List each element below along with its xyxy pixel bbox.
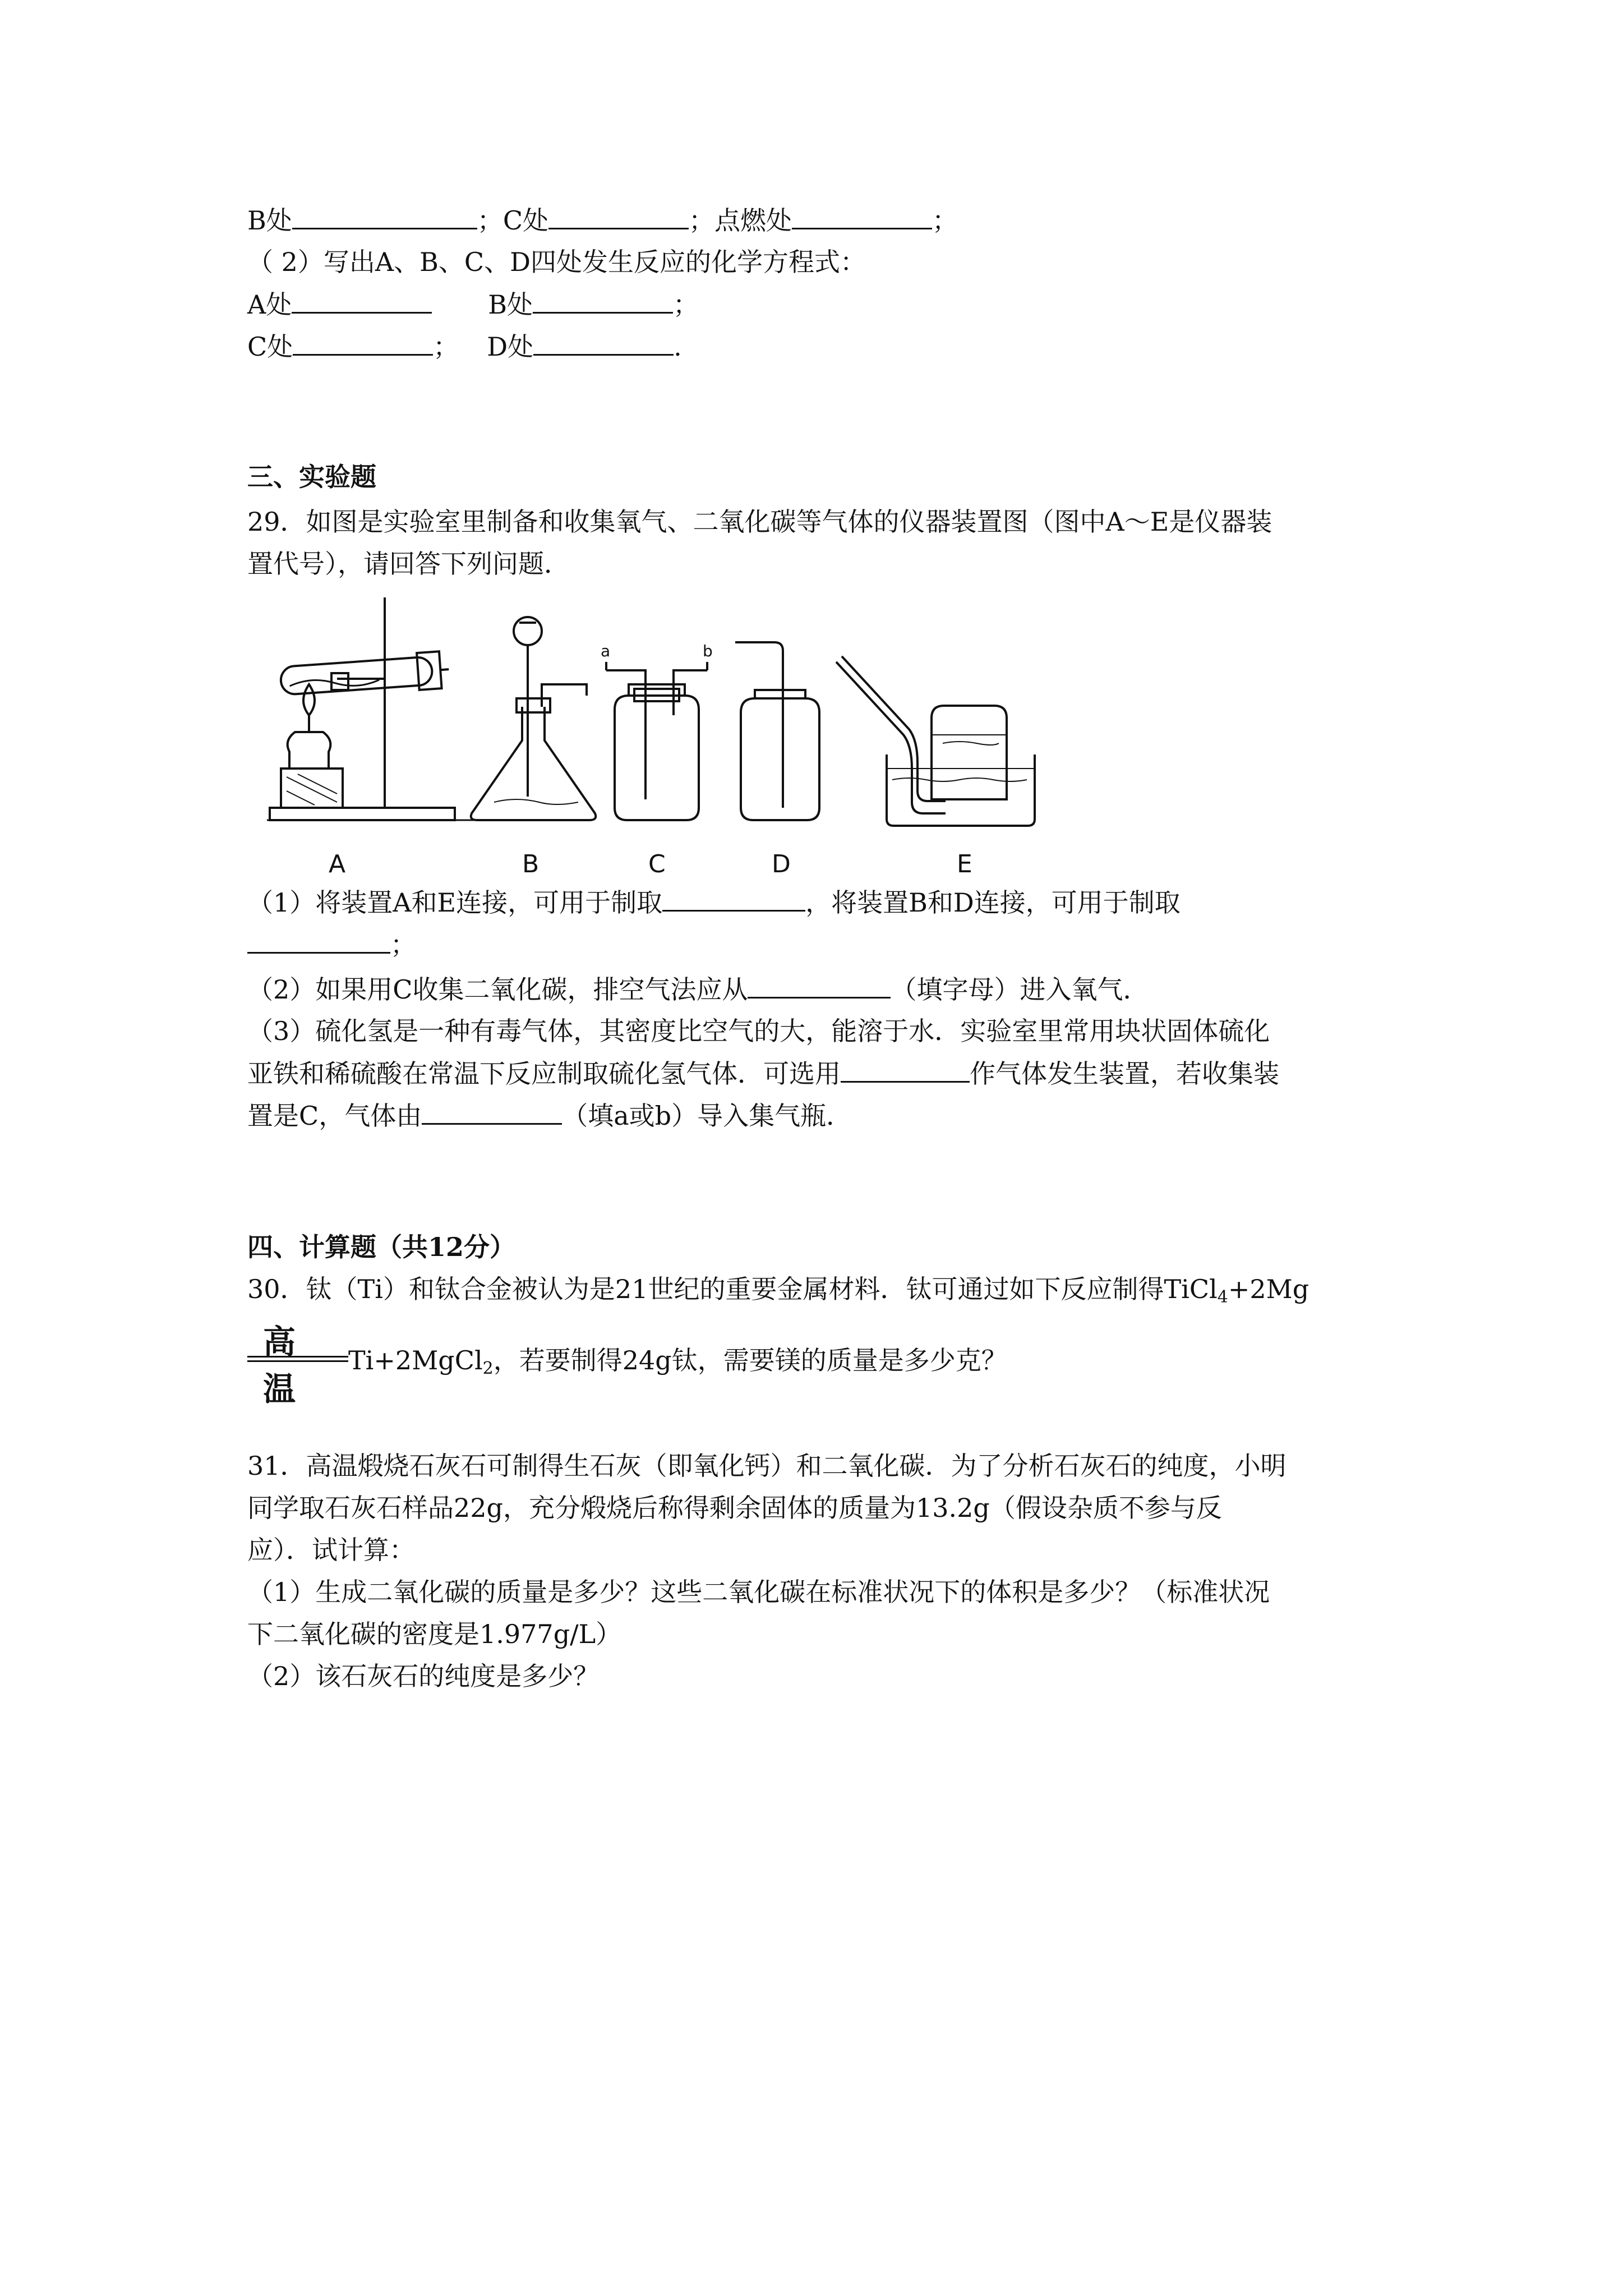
q30-text: 30．钛（Ti）和钛合金被认为是21世纪的重要金属材料．钛可通过如下反应制得TiCl xyxy=(247,1274,1218,1304)
label-b: B处 xyxy=(247,205,292,236)
label-c: C处 xyxy=(247,332,293,362)
q29-part-3-text-2: 作气体发生装置，若收集装 xyxy=(970,1059,1279,1089)
answer-blank[interactable] xyxy=(422,1098,562,1125)
section-heading-calculation: 四、计算题（共12分） xyxy=(247,1232,516,1262)
q29-part-1-line-2 xyxy=(247,927,416,961)
answer-blank[interactable] xyxy=(792,203,932,229)
equation-line xyxy=(247,1356,348,1358)
punctuation: ； xyxy=(433,332,459,362)
punctuation: ； xyxy=(390,930,416,960)
label-ignite: ；点燃处 xyxy=(689,205,792,236)
tube-label-b: b xyxy=(703,642,713,660)
q30-question: ，若要制得24g钛，需要镁的质量是多少克？ xyxy=(493,1345,1007,1375)
answer-blank[interactable] xyxy=(841,1056,970,1083)
q29-part-3-line-3 xyxy=(247,1098,852,1133)
q29-part-3-line-1: （3）硫化氢是一种有毒气体，其密度比空气的大，能溶于水．实验室里常用块状固体硫化 xyxy=(247,1016,1270,1046)
q29-part-2 xyxy=(247,972,1149,1006)
q29-part-1-text-2: ，将装置B和D连接，可用于制取 xyxy=(805,887,1181,918)
q29-part-3-text: 亚铁和稀硫酸在常温下反应制取硫化氢气体．可选用 xyxy=(247,1059,841,1089)
punctuation: . xyxy=(674,332,682,362)
q30-formula: Ti+2MgCl xyxy=(348,1345,483,1375)
apparatus-a xyxy=(267,597,502,820)
q29-part-1-text: （1）将装置A和E连接，可用于制取 xyxy=(247,887,663,918)
apparatus-b xyxy=(471,617,596,820)
figure-label-b: B xyxy=(522,850,540,878)
label-c: ；C处 xyxy=(477,205,549,236)
answer-blank[interactable] xyxy=(293,329,433,356)
answer-blank[interactable] xyxy=(748,972,891,999)
answer-blank[interactable] xyxy=(292,203,477,229)
answer-blank[interactable] xyxy=(548,203,689,229)
label-a: A处 xyxy=(247,289,292,320)
figure-label-e: E xyxy=(957,850,972,878)
subscript: 2 xyxy=(482,1359,494,1378)
answer-blank[interactable] xyxy=(533,329,674,356)
apparatus-c xyxy=(606,662,707,820)
q30-line-1 xyxy=(247,1272,1309,1314)
apparatus-e xyxy=(836,656,1035,826)
q31-part-2: （2）该石灰石的纯度是多少？ xyxy=(247,1661,600,1691)
q31-line-3: 应）．试计算： xyxy=(247,1535,415,1565)
answer-blank[interactable] xyxy=(247,927,390,954)
q31-line-2: 同学取石灰石样品22g，充分煅烧后称得剩余固体的质量为13.2g（假设杂质不参与反 xyxy=(247,1493,1222,1523)
punctuation: ； xyxy=(932,205,958,236)
q29-part-3-text-3: 置是C，气体由 xyxy=(247,1101,422,1131)
q28-line-3 xyxy=(247,287,699,321)
q28-line-1 xyxy=(247,203,958,237)
label-b: B处 xyxy=(488,289,533,320)
answer-blank[interactable] xyxy=(533,287,673,314)
q29-part-1-line-1 xyxy=(247,885,1181,919)
q30-line-2 xyxy=(348,1343,1007,1386)
q29-part-3-text-4: （填a或b）导入集气瓶． xyxy=(562,1101,852,1131)
q31-part-1-line-1: （1）生成二氧化碳的质量是多少？这些二氧化碳在标准状况下的体积是多少？（标准状况 xyxy=(247,1577,1270,1607)
punctuation: ； xyxy=(673,289,699,320)
q29-intro-line-1: 29．如图是实验室里制备和收集氧气、二氧化碳等气体的仪器装置图（图中A～E是仪器装 xyxy=(247,507,1272,537)
q29-part-2-text: （2）如果用C收集二氧化碳，排空气法应从 xyxy=(247,974,748,1005)
q29-part-2-text-2: （填字母）进入氧气． xyxy=(891,974,1149,1005)
q31-line-1: 31．高温煅烧石灰石可制得生石灰（即氧化钙）和二氧化碳．为了分析石灰石的纯度，小明 xyxy=(247,1451,1287,1481)
figure-label-d: D xyxy=(772,850,791,878)
equation-line xyxy=(247,1360,348,1362)
section-heading-experiment: 三、实验题 xyxy=(247,462,376,492)
apparatus-figure xyxy=(247,589,1403,892)
answer-blank[interactable] xyxy=(292,287,432,314)
figure-label-c: C xyxy=(648,850,666,878)
apparatus-d xyxy=(735,642,819,820)
tube-label-a: a xyxy=(601,642,611,660)
q31-part-1-line-2: 下二氧化碳的密度是1.977g/L） xyxy=(247,1619,622,1649)
subscript: 4 xyxy=(1217,1287,1228,1307)
answer-blank[interactable] xyxy=(662,885,805,912)
q28-line-2: （ 2）写出A、B、C、D四处发生反应的化学方程式： xyxy=(247,247,866,277)
q29-part-3-line-2 xyxy=(247,1056,1279,1091)
q30-text-2: +2Mg xyxy=(1228,1274,1310,1304)
figure-label-a: A xyxy=(329,850,346,878)
q29-intro-line-2: 置代号），请回答下列问题． xyxy=(247,549,570,579)
q28-line-4 xyxy=(247,329,682,364)
label-d: D处 xyxy=(487,332,534,362)
condition-high-temperature: 高温 xyxy=(263,1323,297,1408)
